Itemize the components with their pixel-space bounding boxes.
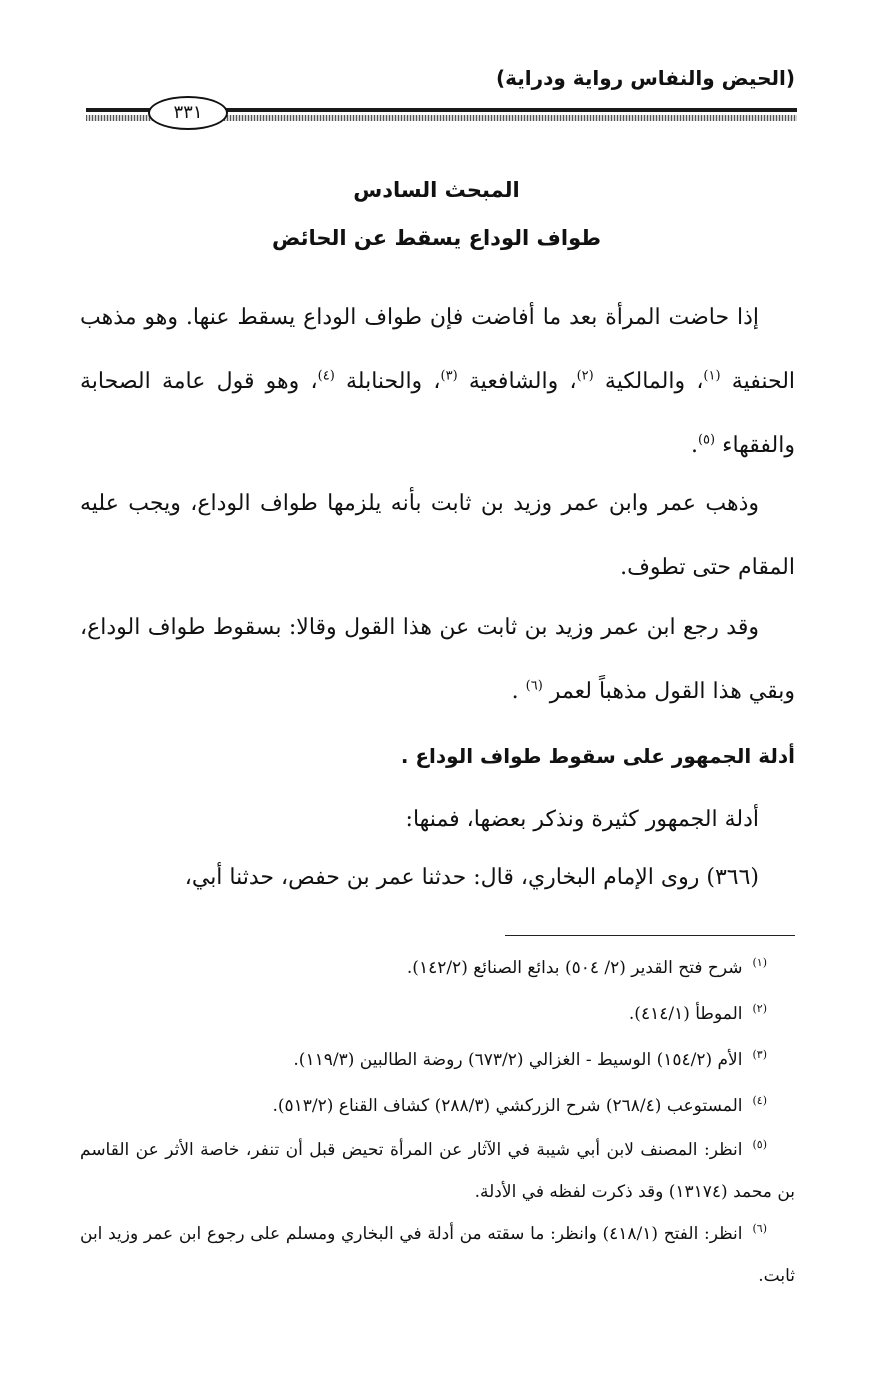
paragraph-text: إذا حاضت المرأة بعد ما أفاضت فإن طواف الوداع يسقط عنها. وهو مذهب الحنفية — [80, 305, 796, 394]
footnote-text: المستوعب (٢٦٨/٤) شرح الزركشي (٢٨٨/٣) كشاف القناع (٥١٣/٢). — [272, 1096, 743, 1116]
footnote-number: (٦) — [752, 1222, 767, 1236]
paragraph-text: . — [690, 433, 698, 458]
section-title: المبحث السادس — [353, 178, 520, 202]
paragraph-2 — [80, 472, 795, 600]
footnote-number: (٤) — [752, 1094, 767, 1108]
paragraph-text: . — [511, 679, 526, 704]
paragraph-text: وذهب عمر وابن عمر وزيد بن ثابت بأنه يلزمها طواف الوداع، ويجب عليه المقام حتى تطوف. — [80, 491, 795, 580]
paragraph-4 — [80, 788, 795, 852]
footnote-text: الموطأ (٤١٤/١). — [628, 1004, 743, 1024]
footnote-ref[interactable]: (٣) — [440, 368, 458, 384]
running-title: (الحيض والنفاس رواية ودراية) — [495, 66, 795, 90]
footnote-text: الأم (١٥٤/٢) الوسيط - الغزالي (٦٧٣/٢) روضة الطالبين (١١٩/٣). — [293, 1050, 743, 1070]
paragraph-5 — [80, 846, 795, 910]
footnote-number: (١) — [752, 956, 767, 970]
footnote-number: (٣) — [752, 1048, 767, 1062]
paragraph-3 — [80, 596, 795, 724]
paragraph-text: وقد رجع ابن عمر وزيد بن ثابت عن هذا القول وقالا: بسقوط طواف الوداع، وبقي هذا القول مذهباً لعمر — [80, 615, 795, 704]
paragraph-text: ، والمالكية — [593, 369, 704, 394]
footnotes — [80, 945, 795, 1297]
section-subtitle: طواف الوداع يسقط عن الحائض — [271, 226, 602, 250]
footnote-ref[interactable]: (٦) — [525, 678, 543, 694]
footnote-item — [80, 1129, 795, 1213]
paragraph-1 — [80, 286, 795, 478]
footnote-number: (٥) — [752, 1138, 767, 1152]
footnote-item — [80, 1083, 795, 1129]
paragraph-text: ، والحنابلة — [334, 369, 441, 394]
evidence-heading: أدلة الجمهور على سقوط طواف الوداع . — [400, 744, 795, 768]
footnote-item — [80, 945, 795, 991]
footnote-item — [80, 1213, 795, 1297]
footnote-item — [80, 991, 795, 1037]
paragraph-text: ، وهو قول عامة الصحابة والفقهاء — [80, 369, 795, 458]
footnote-text: انظر: الفتح (٤١٨/١) وانظر: ما سقته من أدلة في البخاري ومسلم على رجوع ابن عمر وزيد ابن ثابت. — [80, 1224, 795, 1286]
page-number: ٣٣١ — [148, 96, 228, 130]
footnote-item — [80, 1037, 795, 1083]
footnote-text: انظر: المصنف لابن أبي شيبة في الآثار عن المرأة تحيض قبل أن تنفر، خاصة الأثر عن القاسم بن محمد (١٣١٧٤) وقد ذكرت لفظه في الأدلة. — [80, 1140, 795, 1202]
footnote-ref[interactable]: (١) — [703, 368, 721, 384]
paragraph-text: ، والشافعية — [457, 369, 577, 394]
footnote-ref[interactable]: (٢) — [576, 368, 594, 384]
footnote-ref[interactable]: (٥) — [697, 432, 716, 448]
footnote-separator — [505, 935, 795, 936]
footnote-ref[interactable]: (٤) — [317, 368, 335, 384]
paragraph-text: (٣٦٦) روى الإمام البخاري، قال: حدثنا عمر بن حفص، حدثنا أبي، — [184, 865, 759, 890]
paragraph-text: أدلة الجمهور كثيرة ونذكر بعضها، فمنها: — [405, 807, 759, 832]
footnote-number: (٢) — [752, 1002, 767, 1016]
footnote-text: شرح فتح القدير (٢/ ٥٠٤) بدائع الصنائع (١٤٢/٢). — [406, 958, 743, 978]
